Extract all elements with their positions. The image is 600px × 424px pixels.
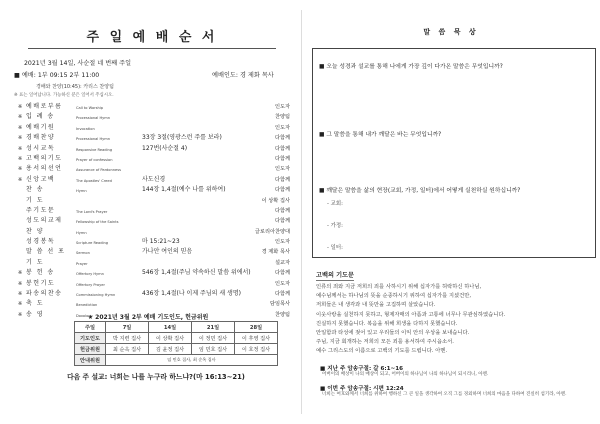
order-mark: ※: [18, 176, 23, 183]
order-english: Prayer of confession: [76, 157, 113, 162]
order-leader: 다함께: [274, 187, 290, 194]
order-row: [6, 133, 290, 143]
prayer-line: 예수님께서는 하나님의 뜻을 순종하시기 위하여 십자가를 지셨건만,: [316, 293, 472, 300]
order-name: 기 도: [26, 258, 44, 266]
order-english: The Apostles' Creed: [76, 178, 112, 183]
prayer-line: 안일함과 타성에 젖어 있고 우리들의 이익 안의 우상을 보내습니다.: [316, 330, 470, 337]
page-title: 주 일 예 배 순 서: [86, 30, 218, 45]
prayer-line: 인류의 죄와 지금 저희의 죄를 사하시기 위해 십자가를 허락하신 하나님,: [316, 284, 482, 290]
offering-span-cell: 임 민호 집사, 최 순옥 집사: [106, 355, 278, 366]
offering-cell: 이 상확 집사: [149, 333, 192, 344]
offering-cell: 최 순옥 집사: [106, 344, 149, 355]
order-leader: 인도자: [274, 166, 290, 173]
prayer-line: 진실하지 못했습니다. 복음을 위해 희생을 다하지 못했습니다.: [316, 320, 458, 327]
prayer-line: 주님, 지금 회개하는 저희의 모든 죄를 용서하여 주시옵소서.: [316, 339, 454, 346]
title-underline: [28, 48, 276, 49]
order-mark: ※: [18, 280, 23, 287]
offering-header-cell: 14일: [149, 322, 192, 333]
order-mark: ※: [18, 291, 23, 298]
order-leader: 다함께: [274, 176, 290, 183]
order-name: 성도의교제: [26, 217, 63, 225]
order-leader: 다함께: [274, 145, 290, 152]
left-column: [6, 4, 298, 422]
order-english: Offertory Prayer: [76, 282, 105, 287]
order-content: 가나안 여인의 믿음: [142, 248, 193, 256]
order-leader: 다함께: [274, 135, 290, 142]
offering-cell: 이 후영 집사: [235, 333, 278, 344]
meditation-church: - 교회:: [327, 201, 343, 207]
order-english: Call to Worship: [76, 106, 104, 110]
order-content: 144장 1,4절(예수 나를 위하여): [142, 186, 226, 194]
order-row: [6, 123, 290, 133]
confession-prayer: [316, 262, 596, 357]
order-content: 546장 1,4절(주님 약속하신 말씀 위에서): [142, 269, 251, 277]
order-leader: 다함께: [274, 270, 290, 277]
order-mark: ※: [18, 114, 23, 121]
prayer-text: [316, 283, 596, 357]
order-leader: 이 상확 집사: [261, 197, 290, 204]
order-name: 말 씀 선 포: [26, 248, 66, 256]
right-column: [306, 4, 596, 422]
order-mark: ※: [18, 104, 23, 110]
order-english: Processional Hymn: [76, 137, 111, 142]
order-english: Assurance of Pardonness: [76, 168, 121, 173]
meditation-box: [312, 48, 596, 258]
order-name: 봉헌기도: [26, 279, 56, 287]
order-english: Processional Hymn: [76, 116, 111, 121]
order-mark: ※: [18, 301, 23, 308]
order-row: [6, 247, 290, 257]
service-date: 2021년 3월 14일, 사순절 네 번째 주일: [24, 60, 132, 67]
order-mark: ※: [18, 124, 23, 131]
last-week-verse: [320, 364, 600, 378]
offering-header-cell: 7일: [106, 322, 149, 333]
order-content: 마 15:21~23: [142, 238, 180, 246]
meditation-title: 말 씀 묵 상: [423, 28, 479, 36]
worship-leader: 예배인도: 경 제화 목사: [212, 72, 274, 79]
order-row: [6, 206, 290, 216]
praise-note: 경배와 찬양(10:45): 카리스 찬양팀: [36, 84, 114, 90]
offering-table: [74, 321, 278, 366]
order-name: 찬 송: [26, 186, 44, 194]
service-times-row: [14, 70, 298, 79]
order-row: [6, 196, 290, 206]
order-leader: 찬양팀: [274, 114, 290, 121]
order-name: 입 례 송: [26, 113, 55, 121]
order-english: Sermon: [76, 251, 90, 256]
order-leader: 다함께: [274, 218, 290, 225]
offering-cell: 박 지련 집사: [106, 333, 149, 344]
offering-row-label: 안내위원: [75, 355, 106, 366]
order-english: Responsive Reading: [76, 147, 113, 152]
order-leader: 담임목사: [269, 301, 290, 308]
order-name: 축 도: [26, 300, 44, 308]
order-leader: 인도자: [274, 104, 290, 110]
meditation-question-3: ■ 깨달은 말씀을 삶의 현장(교회, 가정, 일터)에서 어떻게 실천하실 원하십니까?: [319, 188, 521, 194]
order-row: [6, 237, 290, 247]
order-leader: 다함께: [274, 155, 290, 162]
prayer-line: 이웃사랑을 실천하지 못하고, 형제자매의 아픔과 고통에 너무나 무관심하였습니다.: [316, 311, 506, 318]
service-times: ■ 예배: 1부 09:15 2부 11:00: [14, 72, 100, 79]
order-english: Invocation: [76, 126, 95, 131]
order-row: [6, 299, 290, 309]
order-row: [6, 144, 290, 154]
order-row: [6, 185, 290, 195]
order-row: [6, 216, 290, 226]
order-mark: ※: [18, 155, 23, 162]
order-english: Offertory Hymn: [76, 272, 104, 277]
offering-row-label: 헌금위원: [75, 344, 106, 355]
offering-header-cell: 주일: [75, 322, 106, 333]
offering-header-row: [75, 322, 278, 333]
standing-note: ※ 표는 일어납니다. 가능하신 분은 일어서 주십시오.: [14, 93, 114, 98]
this-week-verse-heading: ■ 이번 주 암송구절: 시편 12:24: [320, 386, 404, 392]
this-week-verse: [320, 384, 600, 398]
next-sermon: 다음 주 설교: 너희는 나를 누구라 하느냐?(마 16:13~21): [67, 373, 245, 381]
offering-title: ★ 2021년 3월 2부 예배 기도인도, 헌금위원: [87, 314, 209, 321]
order-leader: 경 제화 목사: [261, 249, 290, 256]
order-mark: ※: [18, 166, 23, 173]
offering-header-cell: 21일: [192, 322, 235, 333]
order-content: 127번(사순절 4): [142, 144, 188, 152]
order-name: 성시교독: [26, 144, 56, 152]
order-name: 파송의찬송: [26, 290, 63, 298]
order-name: 봉 헌 송: [26, 269, 55, 277]
order-row: [6, 154, 290, 164]
order-english: Hymn: [76, 230, 87, 235]
last-week-verse-heading: ■ 지난 주 암송구절: 갈 6:1~16: [320, 366, 403, 372]
order-row: [6, 258, 290, 268]
prayer-line: 저희들은 내 생각과 내 뜻만을 고집하며 살았습니다.: [316, 302, 436, 309]
order-leader: 찬양팀: [274, 311, 290, 318]
order-english: Doxology: [76, 313, 93, 318]
order-english: Fellowship of the Saints: [76, 220, 119, 225]
order-name: 찬 양: [26, 227, 44, 235]
order-english: Commissioning Hymn: [76, 293, 116, 298]
order-row: [6, 175, 290, 185]
offering-row: [75, 333, 278, 344]
meditation-work: - 일터:: [327, 245, 343, 251]
order-row: [6, 289, 290, 299]
order-name: 고백의기도: [26, 154, 63, 162]
offering-cell: 이 호정 집사: [235, 344, 278, 355]
order-leader: 인도자: [274, 280, 290, 287]
order-english: Scripture Reading: [76, 241, 109, 246]
offering-row: [75, 355, 278, 366]
offering-header-cell: 28일: [235, 322, 278, 333]
order-leader: 다함께: [274, 207, 290, 214]
order-row: [6, 279, 290, 289]
prayer-heading: 고백의 기도문: [316, 272, 355, 279]
order-row: [6, 227, 290, 237]
meditation-question-2: ■ 그 말씀을 통해 내가 깨달은 바는 무엇입니까?: [319, 132, 442, 138]
order-leader: 인도자: [274, 239, 290, 246]
order-row: [6, 102, 290, 112]
order-name: 신앙고백: [26, 175, 56, 183]
order-mark: ※: [18, 135, 23, 142]
order-name: 송 영: [26, 310, 44, 318]
order-name: 예배기원: [26, 123, 56, 131]
order-leader: 설교자: [274, 259, 290, 266]
order-row: [6, 164, 290, 174]
order-name: 기 도: [26, 196, 44, 204]
offering-cell: 김 윤정 집사: [149, 344, 192, 355]
order-english: Hymn: [76, 189, 87, 194]
order-name: 경배찬양: [26, 134, 56, 142]
order-leader: 다함께: [274, 291, 290, 298]
offering-cell: 임 민호 집사: [192, 344, 235, 355]
order-mark: ※: [18, 145, 23, 152]
this-week-verse-text: 너희는 여호와께서 너희를 위하여 행하신 그 큰 일을 생각하여 오직 그를 경외하며 너희의 마음을 다하여 진실히 섬기라, 아멘.: [322, 392, 567, 397]
order-mark: ※: [18, 311, 23, 318]
meditation-home: - 가정:: [327, 223, 343, 229]
order-name: 용서의선언: [26, 165, 63, 173]
last-week-verse-text: 어버이의 배상이 나의 매상이 되고, 어버이의 하나님이 나의 하나님이 되시리니, 아멘.: [322, 372, 489, 377]
order-row: [6, 112, 290, 122]
order-name: 주기도문: [26, 206, 56, 214]
order-english: Prayer: [76, 261, 88, 266]
prayer-line: 예수 그리스도의 이름으로 고백의 기도를 드립니다. 아멘.: [316, 348, 448, 355]
order-leader: 인도자: [274, 124, 290, 131]
order-content: 33장 3절(영광스런 주를 보라): [142, 134, 222, 142]
service-order: [6, 102, 290, 320]
offering-cell: 이 정민 집사: [192, 333, 235, 344]
order-mark: ※: [18, 270, 23, 277]
order-english: Benediction: [76, 303, 98, 308]
meditation-question-1: ■ 오늘 성경과 설교를 통해 나에게 가장 깊이 다가온 말씀은 무엇입니까?: [319, 64, 503, 70]
order-english: The Lord's Prayer: [76, 209, 108, 214]
order-name: 예배로부름: [26, 103, 63, 110]
order-row: [6, 268, 290, 278]
order-leader: 글로리아찬양대: [254, 228, 290, 235]
order-content: 436장 1,4절(나 이제 주님의 새 생명): [142, 290, 241, 298]
offering-row: [75, 344, 278, 355]
order-name: 성경봉독: [26, 238, 56, 246]
column-divider: [301, 10, 302, 414]
offering-row-label: 기도인도: [75, 333, 106, 344]
order-content: 사도신경: [142, 175, 166, 183]
